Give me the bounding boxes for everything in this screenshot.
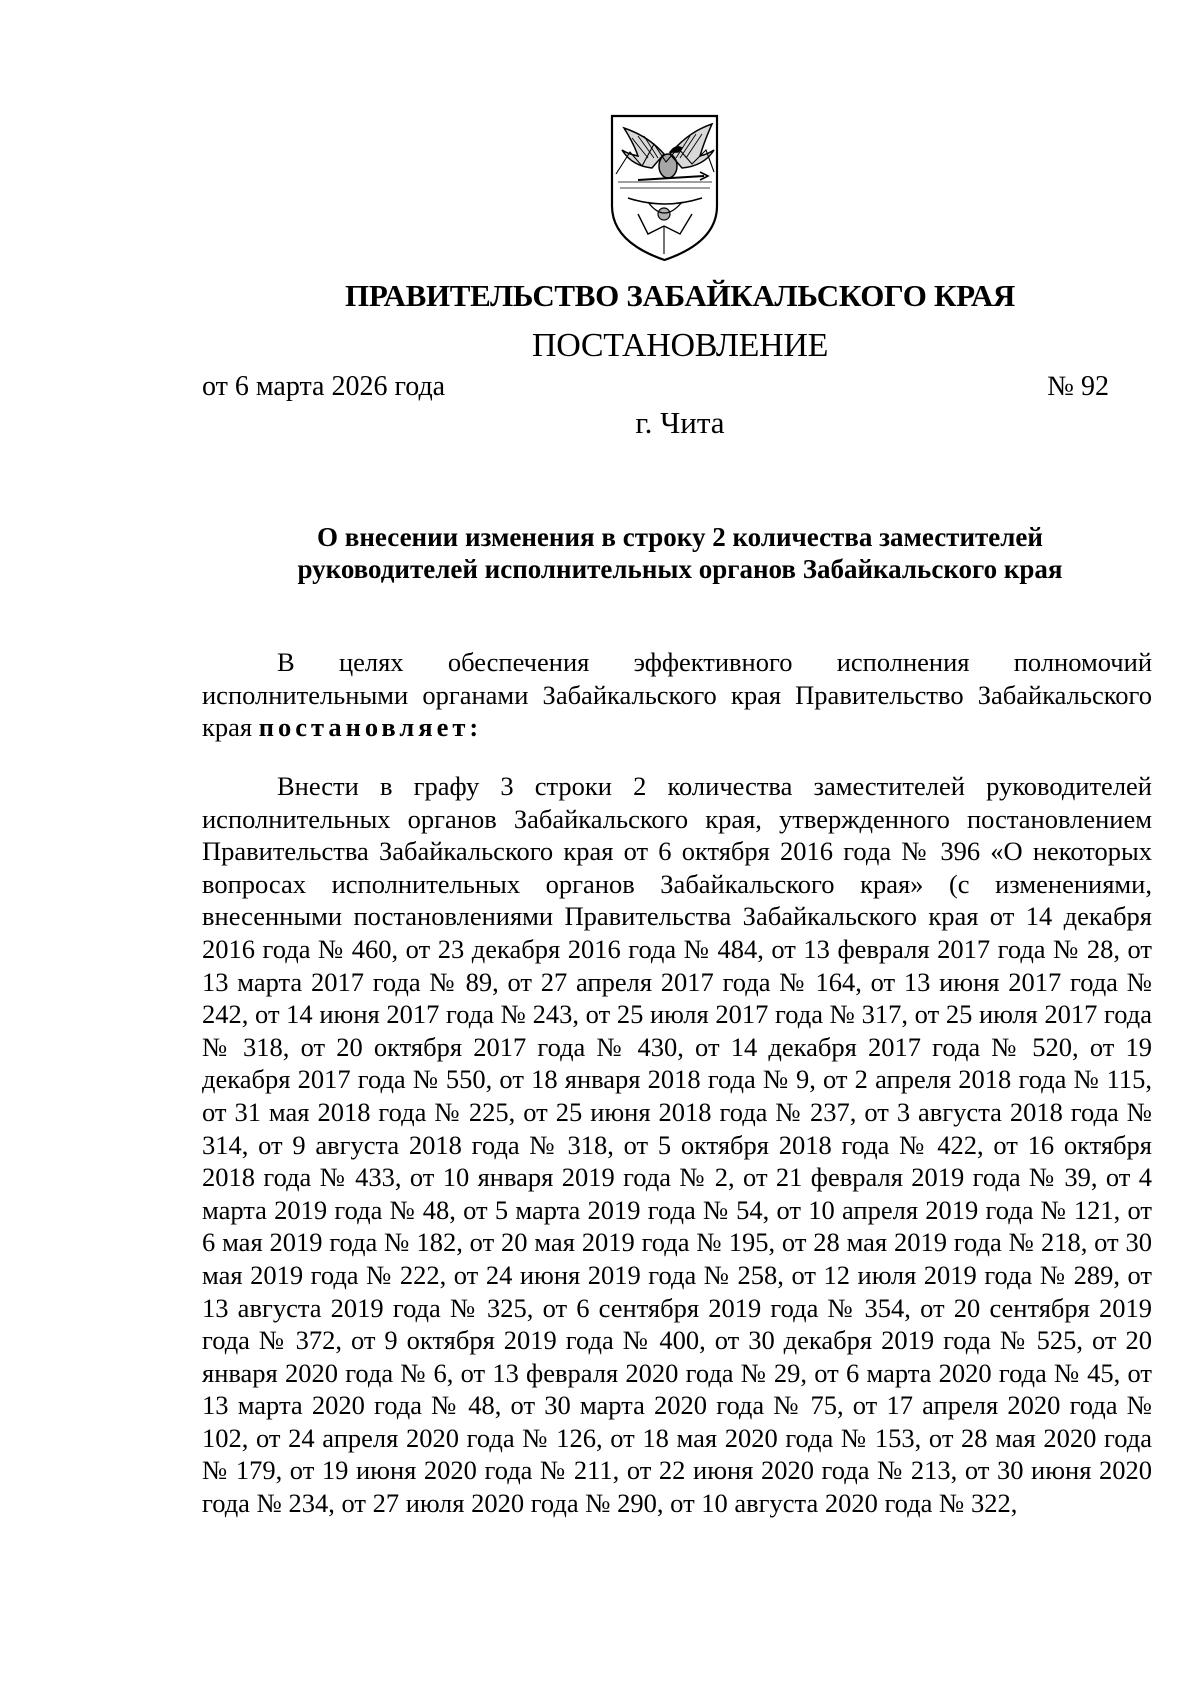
document-city: г. Чита: [635, 405, 725, 440]
document-date: от 6 марта 2026 года: [202, 371, 446, 402]
title-line-2: руководителей исполнительных органов Забайкальского края: [297, 554, 1063, 584]
document-title: [0, 521, 1200, 585]
document-number: № 92: [1047, 371, 1109, 402]
preamble-text: В целях обеспечения эффективного исполнения полномочий исполнительными органами Забайкальского края Правительство Забайкальского края: [202, 647, 1152, 743]
organization-name: ПРАВИТЕЛЬСТВО ЗАБАЙКАЛЬСКОГО КРАЯ: [345, 278, 1015, 313]
main-paragraph: [202, 770, 1152, 1520]
document-type: ПОСТАНОВЛЕНИЕ: [531, 327, 829, 364]
title-line-1: О внесении изменения в строку 2 количества заместителей: [317, 522, 1043, 552]
coat-of-arms-icon: [608, 114, 721, 262]
main-paragraph-text: Внести в графу 3 строки 2 количества заместителей руководителей исполнительных органов Забайкальского края, утвержденного постановлением Правительства Забайкальского края от 6 октября 2016 года № 396 «О некоторых вопросах исполнительных органов Забайкальского края» (с изменениями, внесенными постановлениями Правительства Забайкальского края от 14 декабря 2016 года № 460, от 23 декабря 2016 года № 484, от 13 февраля 2017 года № 28, от 13 марта 2017 года № 89, от 27 апреля 2017 года № 164, от 13 июня 2017 года № 242, от 14 июня 2017 года № 243, от 25 июля 2017 года № 317, от 25 июля 2017 года № 318, от 20 октября 2017 года № 430, от 14 декабря 2017 года № 520, от 19 декабря 2017 года № 550, от 18 января 2018 года № 9, от 2 апреля 2018 года № 115, от 31 мая 2018 года № 225, от 25 июня 2018 года № 237, от 3 августа 2018 года № 314, от 9 августа 2018 года № 318, от 5 октября 2018 года № 422, от 16 октября 2018 года № 433, от 10 января 2019 года № 2, от 21 февраля 2019 года № 39, от 4 марта 2019 года № 48, от 5 марта 2019 года № 54, от 10 апреля 2019 года № 121, от 6 мая 2019 года № 182, от 20 мая 2019 года № 195, от 28 мая 2019 года № 218, от 30 мая 2019 года № 222, от 24 июня 2019 года № 258, от 12 июля 2019 года № 289, от 13 августа 2019 года № 325, от 6 сентября 2019 года № 354, от 20 сентября 2019 года № 372, от 9 октября 2019 года № 400, от 30 декабря 2019 года № 525, от 20 января 2020 года № 6, от 13 февраля 2020 года № 29, от 6 марта 2020 года № 45, от 13 марта 2020 года № 48, от 30 марта 2020 года № 75, от 17 апреля 2020 года № 102, от 24 апреля 2020 года № 126, от 18 мая 2020 года № 153, от 28 мая 2020 года № 179, от 19 июня 2020 года № 211, от 22 июня 2020 года № 213, от 30 июня 2020 года № 234, от 27 июля 2020 года № 290, от 10 августа 2020 года № 322,: [202, 771, 1152, 1519]
preamble-paragraph: [202, 646, 1152, 744]
resolves-keyword: постановляет:: [258, 712, 483, 743]
